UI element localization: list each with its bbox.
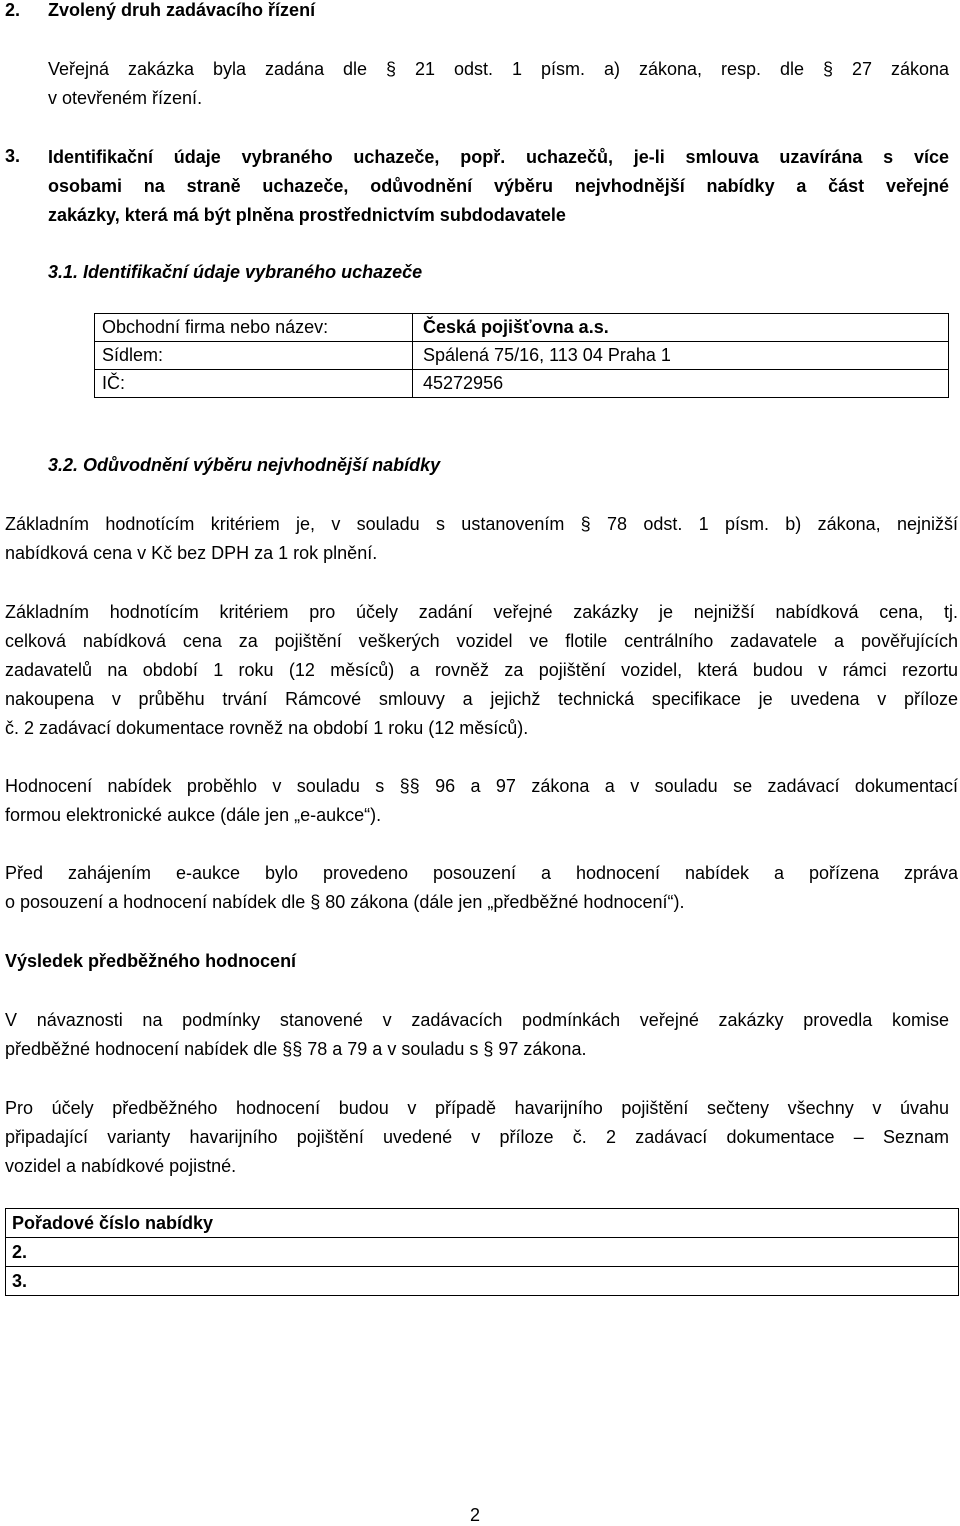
paragraph-line: Veřejná zakázka byla zadána dle § 21 odst. 1 písm. a) zákona, resp. dle § 27 zákona: [48, 59, 949, 79]
result-heading: Výsledek předběžného hodnocení: [5, 951, 297, 971]
paragraph-line: Pro účely předběžného hodnocení budou v případě havarijního pojištění sečteny všechny v úvahu: [5, 1098, 949, 1118]
table-row: [6, 1267, 959, 1296]
paragraph-line: zadavatelů na období 1 roku (12 měsíců) a rovněž za pojištění vozidel, která budou v rámci rezortu: [5, 660, 958, 680]
paragraph-line: o posouzení a hodnocení nabídek dle § 80 zákona (dále jen „předběžné hodnocení“).: [5, 892, 685, 912]
paragraph-line: formou elektronické aukce (dále jen „e-aukce“).: [5, 805, 382, 825]
paragraph-line: Základním hodnotícím kritériem pro účely zadání veřejné zakázky je nejnižší nabídková cena, tj.: [5, 602, 958, 622]
paragraph-line: Základním hodnotícím kritériem je, v souladu s ustanovením § 78 odst. 1 písm. b) zákona, nejnižší: [5, 514, 958, 534]
paragraph-line: celková nabídková cena za pojištění veškerých vozidel ve flotile centrálního zadavatele a pověřujících: [5, 631, 958, 651]
table-label: IČ:: [95, 370, 413, 398]
section-number: 2.: [5, 0, 21, 20]
table-cell: 2.: [6, 1238, 959, 1267]
table-value: 45272956: [413, 370, 949, 398]
table-label: Obchodní firma nebo název:: [95, 314, 413, 342]
table-row: [95, 342, 949, 370]
paragraph-line: připadající varianty havarijního pojištění uvedené v příloze č. 2 zadávací dokumentace – Seznam: [5, 1127, 949, 1147]
table-header: Pořadové číslo nabídky: [6, 1209, 959, 1238]
ranking-table: [5, 1208, 959, 1296]
section-title: Zvolený druh zadávacího řízení: [48, 0, 316, 20]
paragraph-line: v otevřeném řízení.: [48, 88, 203, 108]
paragraph-line: č. 2 zadávací dokumentace rovněž na období 1 roku (12 měsíců).: [5, 718, 529, 738]
section-heading-line: Identifikační údaje vybraného uchazeče, popř. uchazečů, je-li smlouva uzavírána s více: [48, 147, 949, 167]
table-value: Spálená 75/16, 113 04 Praha 1: [413, 342, 949, 370]
paragraph-line: vozidel a nabídkové pojistné.: [5, 1156, 237, 1176]
paragraph-line: Před zahájením e-aukce bylo provedeno posouzení a hodnocení nabídek a pořízena zpráva: [5, 863, 958, 883]
paragraph-line: nabídková cena v Kč bez DPH za 1 rok plnění.: [5, 543, 378, 563]
page-number: 2: [470, 1505, 481, 1525]
table-row: [6, 1238, 959, 1267]
table-cell: 3.: [6, 1267, 959, 1296]
table-value: Česká pojišťovna a.s.: [413, 314, 949, 342]
section-number: 3.: [5, 146, 21, 166]
table-row: [95, 370, 949, 398]
paragraph-line: nakoupena v průběhu trvání Rámcové smlouvy a jejichž technická specifikace je uvedena v příloze: [5, 689, 958, 709]
section-heading-line: osobami na straně uchazeče, odůvodnění výběru nejvhodnější nabídky a část veřejné: [48, 176, 949, 196]
paragraph-line: Hodnocení nabídek proběhlo v souladu s §§ 96 a 97 zákona a v souladu se zadávací dokumentací: [5, 776, 958, 796]
table-header-row: [6, 1209, 959, 1238]
section-heading-line: zakázky, která má být plněna prostřednictvím subdodavatele: [48, 205, 566, 225]
contractor-info-table: [94, 313, 949, 398]
table-row: [95, 314, 949, 342]
subsection-title: 3.1. Identifikační údaje vybraného uchazeče: [48, 262, 423, 282]
subsection-title: 3.2. Odůvodnění výběru nejvhodnější nabídky: [48, 455, 441, 475]
paragraph-line: předběžné hodnocení nabídek dle §§ 78 a 79 a v souladu s § 97 zákona.: [5, 1039, 587, 1059]
table-label: Sídlem:: [95, 342, 413, 370]
paragraph-line: V návaznosti na podmínky stanovené v zadávacích podmínkách veřejné zakázky provedla komise: [5, 1010, 949, 1030]
